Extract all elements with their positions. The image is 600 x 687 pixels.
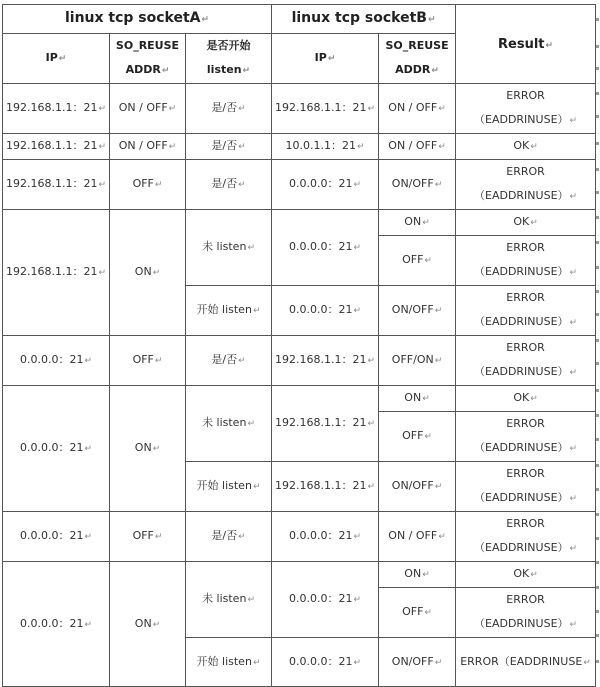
a-listen-cell: 未 listen↵ [186,386,272,462]
row-end-mark [596,115,599,118]
b-reuse-cell: ON↵ [379,562,456,588]
a-reuse-cell: ON↵ [110,386,186,512]
row-end-mark [596,634,599,637]
result-cell: ERROR （EADDRINUSE）↵ [456,512,596,562]
b-reuse-cell: OFF/ON↵ [379,336,456,386]
b-reuse-cell: ON / OFF↵ [379,84,456,134]
a-ip-cell: 0.0.0.0：21↵ [3,386,110,512]
a-reuse-cell: OFF↵ [110,336,186,386]
result-cell: OK↵ [456,386,596,412]
a-listen-cell: 是/否↵ [186,160,272,210]
a-listen-cell: 是/否↵ [186,84,272,134]
row-end-mark [596,414,599,417]
row-end-mark [596,438,599,441]
result-cell: ERROR （EADDRINUSE）↵ [456,84,596,134]
row-end-mark [596,216,599,219]
row-end-mark [596,168,599,171]
row-end-mark [596,537,599,540]
a-ip-cell: 192.168.1.1：21↵ [3,84,110,134]
b-reuse-cell: ON/OFF↵ [379,286,456,336]
row-end-mark [596,464,599,467]
a-ip-cell: 0.0.0.0：21↵ [3,512,110,562]
a-reuse-cell: ON↵ [110,562,186,687]
table-row [3,562,596,588]
a-reuse-heading: SO_REUSE ADDR↵ [110,34,186,84]
row-end-mark [596,389,599,392]
a-ip-cell: 0.0.0.0：21↵ [3,336,110,386]
a-listen-cell: 未 listen↵ [186,562,272,638]
b-reuse-cell: ON/OFF↵ [379,462,456,512]
a-reuse-cell: ON / OFF↵ [110,134,186,160]
socket-b-heading: linux tcp socketB↵ [272,5,456,34]
b-reuse-cell: ON/OFF↵ [379,160,456,210]
b-ip-cell: 0.0.0.0：21↵ [272,286,379,336]
table-row [3,134,596,160]
a-ip-cell: 192.168.1.1：21↵ [3,134,110,160]
a-reuse-cell: ON / OFF↵ [110,84,186,134]
a-listen-cell: 开始 listen↵ [186,286,272,336]
a-listen-cell: 是/否↵ [186,134,272,160]
b-ip-cell: 192.168.1.1：21↵ [272,386,379,462]
row-end-mark [596,45,599,48]
b-ip-cell: 192.168.1.1：21↵ [272,462,379,512]
row-end-marks [596,0,600,675]
table-row [3,512,596,562]
b-reuse-heading: SO_REUSE ADDR↵ [379,34,456,84]
header-row-1 [3,5,596,34]
b-ip-cell: 10.0.1.1：21↵ [272,134,379,160]
a-reuse-cell: ON↵ [110,210,186,336]
row-end-mark [596,660,599,663]
result-cell: ERROR （EADDRINUSE）↵ [456,588,596,638]
b-reuse-cell: ON/OFF↵ [379,638,456,687]
table-row [3,210,596,236]
row-end-mark [596,313,599,316]
a-reuse-cell: OFF↵ [110,512,186,562]
a-ip-cell: 192.168.1.1：21↵ [3,210,110,336]
a-reuse-cell: OFF↵ [110,160,186,210]
table-row [3,336,596,386]
a-listen-cell: 是/否↵ [186,512,272,562]
a-listen-heading: 是否开始 listen↵ [186,34,272,84]
b-reuse-cell: OFF↵ [379,412,456,462]
a-ip-cell: 192.168.1.1：21↵ [3,160,110,210]
row-end-mark [596,339,599,342]
b-reuse-cell: OFF↵ [379,236,456,286]
b-ip-heading: IP↵ [272,34,379,84]
a-listen-cell: 是/否↵ [186,336,272,386]
row-end-mark [596,191,599,194]
row-end-mark [596,92,599,95]
b-ip-cell: 192.168.1.1：21↵ [272,336,379,386]
a-listen-cell: 开始 listen↵ [186,638,272,687]
row-end-mark [596,142,599,145]
result-cell: ERROR （EADDRINUSE）↵ [456,286,596,336]
row-end-mark [596,586,599,589]
result-cell: OK↵ [456,134,596,160]
row-end-mark [596,67,599,70]
a-ip-heading: IP↵ [3,34,110,84]
b-reuse-cell: ON↵ [379,386,456,412]
result-cell: ERROR （EADDRINUSE）↵ [456,160,596,210]
b-reuse-cell: ON↵ [379,210,456,236]
b-reuse-cell: ON / OFF↵ [379,134,456,160]
result-cell: ERROR （EADDRINUSE）↵ [456,236,596,286]
table-row [3,84,596,134]
b-ip-cell: 192.168.1.1：21↵ [272,84,379,134]
result-cell: ERROR （EADDRINUSE）↵ [456,412,596,462]
b-ip-cell: 0.0.0.0：21↵ [272,562,379,638]
row-end-mark [596,362,599,365]
row-end-mark [596,290,599,293]
b-ip-cell: 0.0.0.0：21↵ [272,638,379,687]
row-end-mark [596,561,599,564]
a-listen-cell: 开始 listen↵ [186,462,272,512]
socket-a-heading: linux tcp socketA↵ [3,5,272,34]
result-heading: Result↵ [456,5,596,84]
b-reuse-cell: ON / OFF↵ [379,512,456,562]
reuseaddr-table [2,4,596,687]
row-end-mark [596,18,599,21]
row-end-mark [596,241,599,244]
b-reuse-cell: OFF↵ [379,588,456,638]
table-row [3,160,596,210]
a-ip-cell: 0.0.0.0：21↵ [3,562,110,687]
result-cell: OK↵ [456,210,596,236]
result-cell: ERROR（EADDRINUSE↵ [456,638,596,687]
row-end-mark [596,610,599,613]
row-end-mark [596,513,599,516]
row-end-mark [596,266,599,269]
b-ip-cell: 0.0.0.0：21↵ [272,210,379,286]
b-ip-cell: 0.0.0.0：21↵ [272,160,379,210]
result-cell: ERROR （EADDRINUSE）↵ [456,336,596,386]
row-end-mark [596,488,599,491]
b-ip-cell: 0.0.0.0：21↵ [272,512,379,562]
result-cell: OK↵ [456,562,596,588]
a-listen-cell: 未 listen↵ [186,210,272,286]
result-cell: ERROR （EADDRINUSE）↵ [456,462,596,512]
table-row [3,386,596,412]
